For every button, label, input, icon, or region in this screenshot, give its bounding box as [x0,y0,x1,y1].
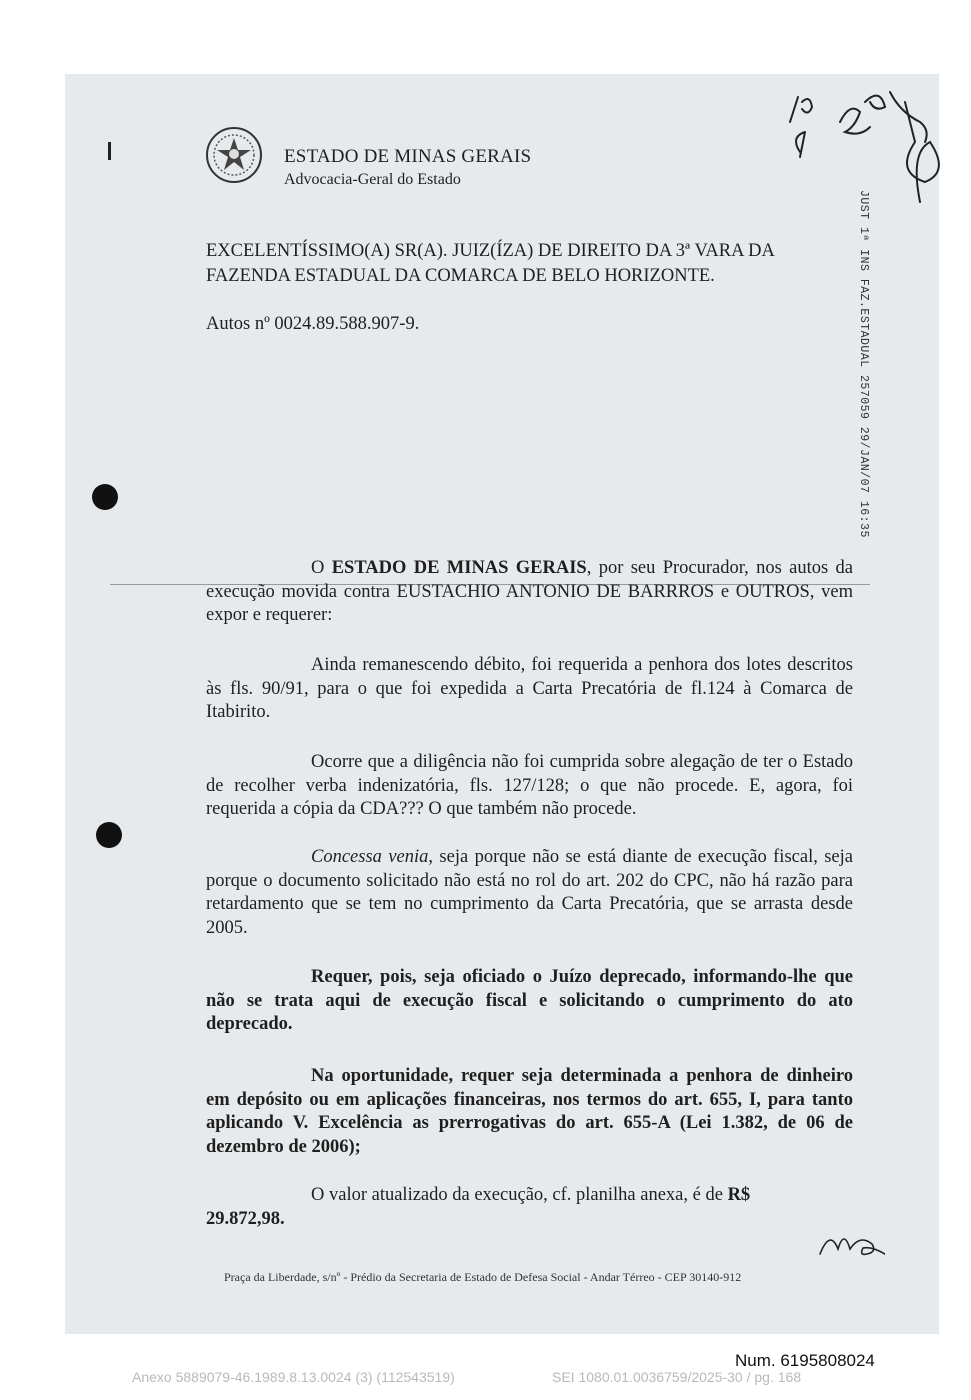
addressee-line-1: EXCELENTÍSSIMO(A) SR(A). JUIZ(ÍZA) DE DIREITO DA 3ª VARA DA [206,241,775,261]
p1-pre: O [311,558,332,578]
coat-of-arms-icon [205,126,263,184]
punch-hole [92,484,118,510]
p1-bold: ESTADO DE MINAS GERAIS [331,558,587,578]
document-number: Num. 6195808024 [735,1351,875,1370]
paragraph-3: Ocorre que a diligência não foi cumprida sobre alegação de ter o Estado de recolher verba indenizatória, fls. 127/128; o que não procede. E, agora, foi requerida a cópia da CDA??? O que também não procede. [206,752,853,819]
p4-italic: Concessa venia [311,847,429,867]
header-title: ESTADO DE MINAS GERAIS [284,146,532,167]
header-subtitle: Advocacia-Geral do Estado [284,171,461,188]
paragraph-amount [206,1184,853,1231]
initials-signature [815,1222,885,1262]
paragraph-4 [206,846,853,940]
addressee-line-2: FAZENDA ESTADUAL DA COMARCA DE BELO HORIZONTE. [206,266,715,286]
paragraph-seizure: Na oportunidade, requer seja determinada a penhora de dinheiro em depósito ou em aplicações financeiras, nos termos do art. 655, I, para tanto aplicando V. Excelência as prerrogativas do art. 655-A (Lei 1.382, de 06 de dezembro de 2006); [206,1066,853,1157]
p4-rest: , seja porque não se está diante de execução fiscal, seja porque o documento solicitado não está no rol do art. 202 do CPC, não há razão para retardamento que se tem no cumprimento da Carta Precatória, que se arrasta desde 2005. [206,847,853,938]
sei-reference: SEI 1080.01.0036759/2025-30 / pg. 168 [552,1369,802,1385]
punch-hole [96,822,122,848]
paragraph-2: Ainda remanescendo débito, foi requerida a penhora dos lotes descritos às fls. 90/91, para o que foi expedida a Carta Precatória de fl.124 à Comarca de Itabirito. [206,655,853,722]
protocol-stamp: JUST 1ª INS FAZ.ESTADUAL 257059 29/JAN/07 16:35 [857,190,870,538]
paragraph-request: Requer, pois, seja oficiado o Juízo deprecado, informando-lhe que não se trata aqui de execução fiscal e solicitando o cumprimento do ato deprecado. [206,967,853,1034]
addressee [206,239,856,289]
annex-reference: Anexo 5889079-46.1989.8.13.0024 (3) (112543519) [132,1369,455,1385]
p7-text: O valor atualizado da execução, cf. planilha anexa, é de [311,1185,728,1205]
p1-post: , por seu Procurador, nos autos da execução movida contra EUSTACHIO ANTONIO DE BARRROS e OUTROS, vem expor e requerer: [206,558,853,625]
footer-address: Praça da Liberdade, s/nº - Prédio da Secretaria de Estado de Defesa Social - Andar Térreo - CEP 30140-912 [224,1270,742,1284]
p7-amount: 29.872,98. [206,1208,285,1229]
paragraph-intro [206,557,853,628]
margin-mark [108,142,111,160]
p7-currency: R$ [727,1185,751,1205]
case-number: Autos nº 0024.89.588.907-9. [206,314,420,334]
